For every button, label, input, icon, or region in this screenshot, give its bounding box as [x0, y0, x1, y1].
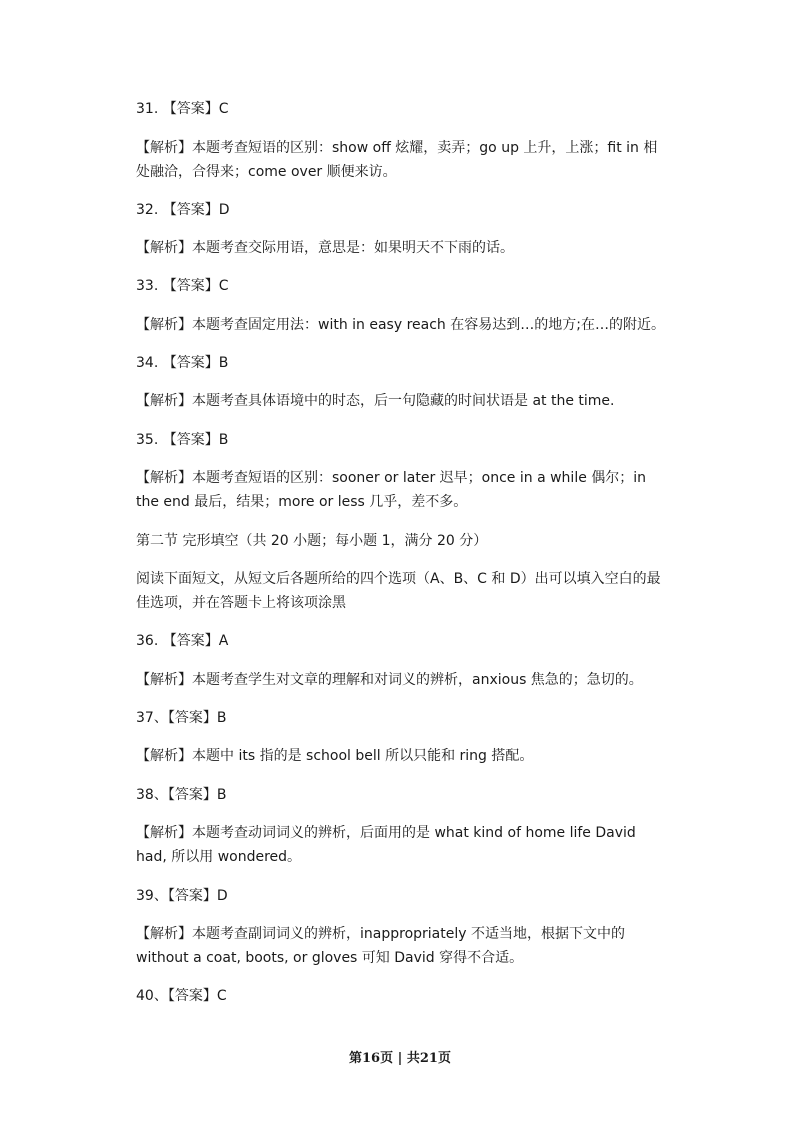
answer-39: 39、【答案】D [136, 888, 228, 904]
analysis-39-line2: without a coat, boots, or gloves 可知 David 穿得不合适。 [136, 950, 524, 966]
analysis-31-line1: 【解析】本题考查短语的区别：show off 炫耀，卖弄；go up 上升，上涨；fit in 相 [136, 140, 658, 156]
section-heading: 第二节 完形填空（共 20 小题；每小题 1，满分 20 分） [136, 533, 488, 549]
answer-38: 38、【答案】B [136, 787, 227, 803]
answer-35: 35. 【答案】B [136, 432, 229, 448]
analysis-36: 【解析】本题考查学生对文章的理解和对词义的辨析，anxious 焦急的；急切的。 [136, 672, 643, 688]
answer-37: 37、【答案】B [136, 710, 227, 726]
answer-33: 33. 【答案】C [136, 278, 229, 294]
section-instruction-line1: 阅读下面短文，从短文后各题所给的四个选项（A、B、C 和 D）出可以填入空白的最 [136, 571, 661, 587]
analysis-34: 【解析】本题考查具体语境中的时态，后一句隐藏的时间状语是 at the time. [136, 393, 615, 409]
answer-40: 40、【答案】C [136, 988, 227, 1004]
analysis-35-line2: the end 最后，结果；more or less 几乎，差不多。 [136, 494, 468, 510]
analysis-35-line1: 【解析】本题考查短语的区别：sooner or later 迟早；once in a while 偶尔；in [136, 470, 647, 486]
answer-36: 36. 【答案】A [136, 633, 229, 649]
analysis-32: 【解析】本题考查交际用语，意思是：如果明天不下雨的话。 [136, 240, 514, 256]
analysis-37: 【解析】本题中 its 指的是 school bell 所以只能和 ring 搭配。 [136, 748, 534, 764]
analysis-31-line2: 处融洽，合得来；come over 顺便来访。 [136, 164, 397, 180]
answer-34: 34. 【答案】B [136, 355, 229, 371]
answer-31: 31. 【答案】C [136, 101, 229, 117]
analysis-38-line1: 【解析】本题考查动词词义的辨析，后面用的是 what kind of home life David [136, 825, 636, 841]
analysis-38-line2: had, 所以用 wondered。 [136, 849, 302, 865]
section-instruction-line2: 佳选项，并在答题卡上将该项涂黑 [136, 595, 346, 611]
answer-32: 32. 【答案】D [136, 202, 230, 218]
page-footer: 第16页 | 共21页 [349, 1051, 451, 1066]
analysis-39-line1: 【解析】本题考查副词词义的辨析，inappropriately 不适当地，根据下文中的 [136, 926, 625, 942]
analysis-33: 【解析】本题考查固定用法：with in easy reach 在容易达到…的地方;在…的附近。 [136, 317, 665, 333]
